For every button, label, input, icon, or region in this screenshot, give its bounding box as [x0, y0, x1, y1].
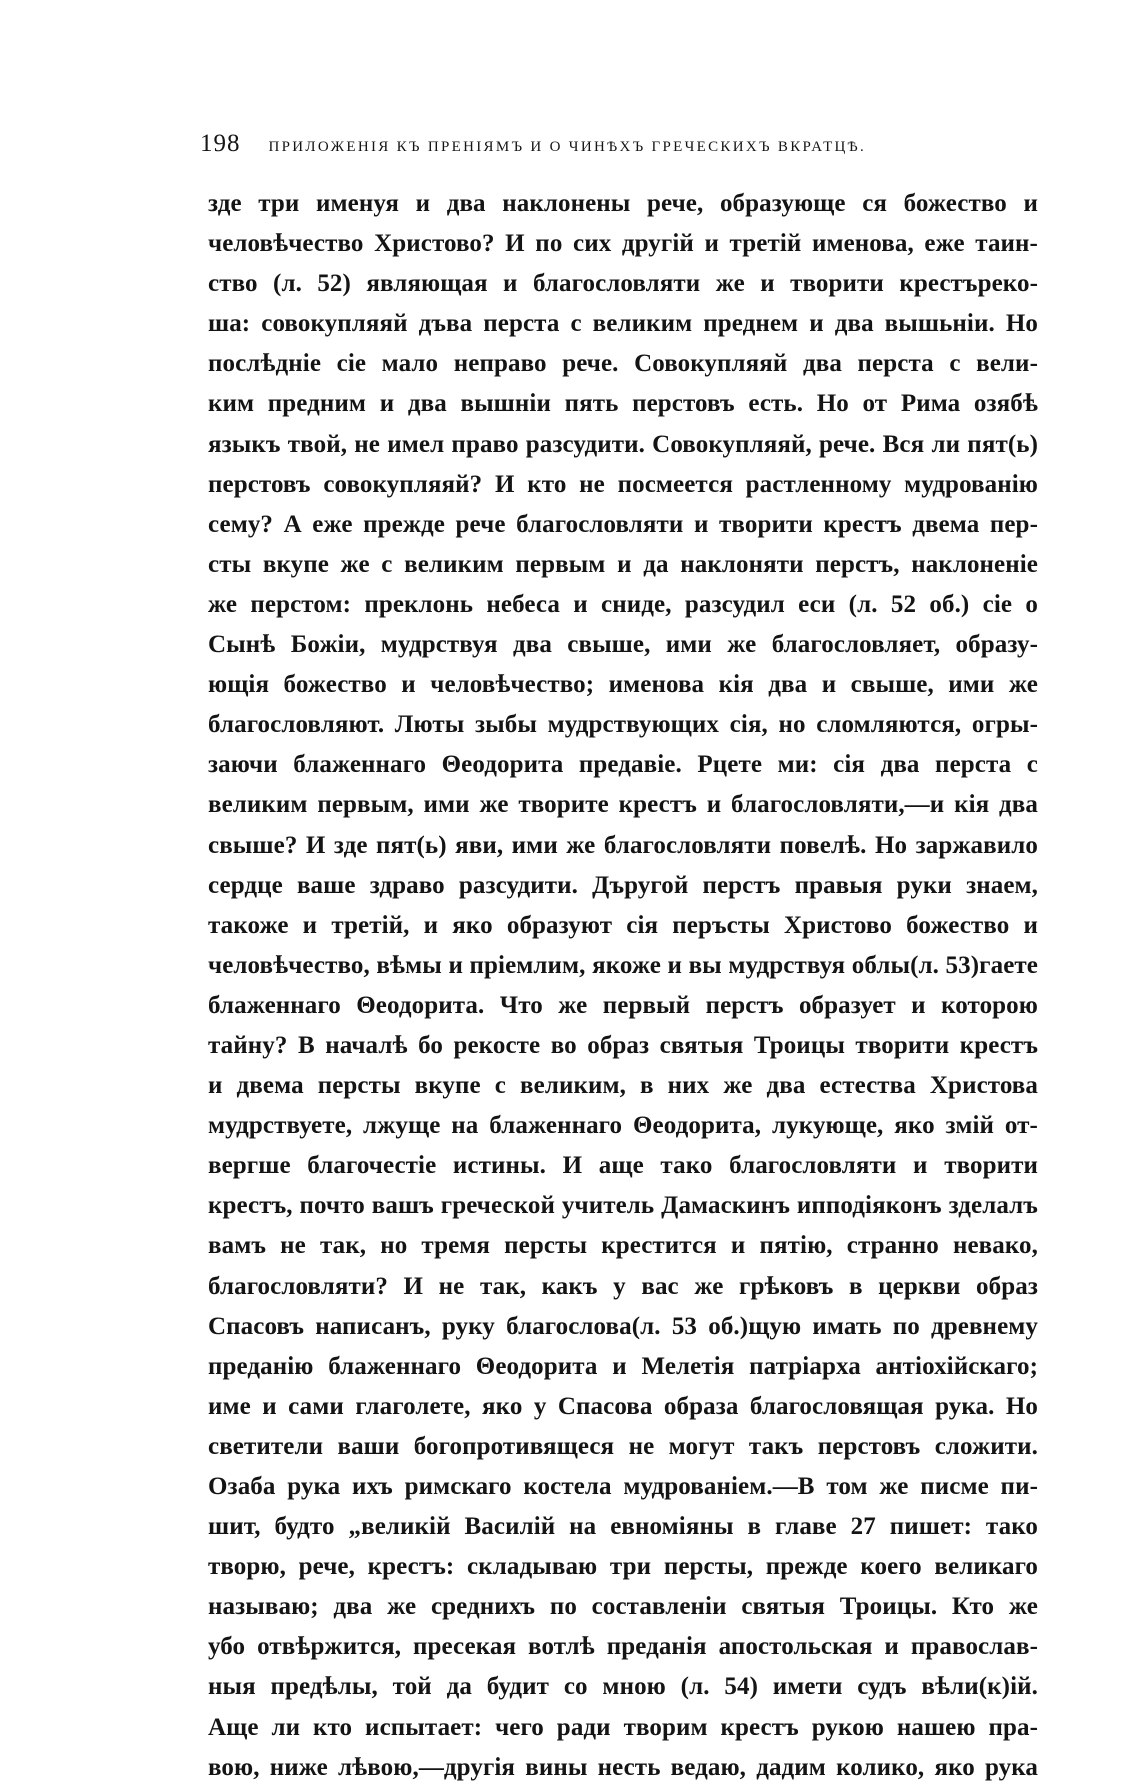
text-line: вамъ не так, но тремя персты крестится и пятію, странно невако, — [208, 1232, 1038, 1260]
text-line: тайну? В началѣ бо рекосте во образ святыя Троицы творити крестъ — [208, 1031, 1038, 1059]
text-line: зде три именуя и два наклонены рече, образующе ся божество и — [208, 190, 1038, 217]
page-header — [200, 130, 1040, 170]
text-line: ющія божество и человѣчество; именова кія два и свыше, ими же — [208, 671, 1038, 699]
text-line: блаженнаго Θеодорита. Что же первый перстъ образует и которою — [208, 991, 1038, 1019]
text-line: свыше? И зде пят(ь) яви, ими же благословляти повелѣ. Но заржавило — [208, 831, 1038, 859]
text-line: творю, рече, крестъ: складываю три персты, прежде коего великаго — [208, 1553, 1038, 1581]
text-line: вою, ниже лѣвою,—другія вины несть ведаю, дадим колико, яко рука — [208, 1753, 1038, 1781]
text-line: благословляти? И не так, какъ у вас же грѣковъ в церкви образ — [208, 1272, 1038, 1300]
text-line: Сынѣ Божіи, мудрствуя два свыше, ими же благословляет, образу- — [208, 631, 1038, 659]
text-line: перстовъ совокупляяй? И кто не посмеется растленному мудрованію — [208, 470, 1038, 498]
text-line: ким предним и два вышніи пять перстовъ есть. Но от Рима озябѣ — [208, 390, 1038, 418]
text-line: Аще ли кто испытает: чего ради творим крестъ рукою нашею пра- — [208, 1713, 1038, 1741]
text-line: человѣчество, вѣмы и пріемлим, якоже и вы мудрствуя облы(л. 53)гаете — [208, 951, 1038, 979]
text-line: вергше благочестіе истины. И аще тако благословляти и творити — [208, 1152, 1038, 1180]
text-line: шит, будто „великій Василій на евноміяны в главе 27 пишет: тако — [208, 1513, 1038, 1541]
text-line: име и сами глаголете, яко у Спасова образа благословящая рука. Но — [208, 1392, 1038, 1420]
text-line: языкъ твой, не имел право разсудити. Совокупляяй, рече. Вся ли пят(ь) — [208, 430, 1038, 458]
text-line: мудрствуете, лжуще на блаженнаго Θеодорита, лукующе, яко змій от- — [208, 1112, 1038, 1140]
text-line: сердце ваше здраво разсудити. Дъругой перстъ правыя руки знаем, — [208, 871, 1038, 899]
text-line: светители ваши богопротивящеся не могут такъ перстовъ сложити. — [208, 1432, 1038, 1460]
text-line: заючи блаженнаго Θеодорита предавіе. Рцете ми: сія два перста с — [208, 751, 1038, 779]
body-text — [208, 184, 1038, 1788]
text-line: сты вкупе же с великим первым и да наклоняти перстъ, наклоненіе — [208, 550, 1038, 578]
text-line: послѣдніе сіе мало неправо рече. Совокупляяй два перста с вели- — [208, 350, 1038, 378]
text-line: сему? А еже прежде рече благословляти и творити крестъ двема пер- — [208, 510, 1038, 538]
text-line: ша: совокупляяй дъва перста с великим преднем и два вышьніи. Но — [208, 310, 1038, 338]
text-line: Спасовъ написанъ, руку благослова(л. 53 об.)щую имать по древнему — [208, 1312, 1038, 1340]
text-line: убо отвѣржится, пресекая вотлѣ преданія апостольская и православ- — [208, 1633, 1038, 1661]
running-head: ПРИЛОЖЕНІЯ КЪ ПРЕНІЯМЪ И О ЧИНѢХЪ ГРЕЧЕСКИХЪ ВКРАТЦѢ. — [268, 139, 867, 155]
text-line: человѣчество Христово? И по сих другій и третій именова, еже таин- — [208, 230, 1038, 258]
text-line: Озаба рука ихъ римскаго костела мудрованіем.—В том же писме пи- — [208, 1473, 1038, 1500]
text-line: преданію блаженнаго Θеодорита и Мелетія патріарха антіохійскаго; — [208, 1352, 1038, 1380]
text-line: называю; два же среднихъ по составленіи святыя Троицы. Кто же — [208, 1593, 1038, 1621]
text-line: великим первым, ими же творите крестъ и благословляти,—и кія два — [208, 791, 1038, 819]
text-line: крестъ, почто вашъ греческой учитель Дамаскинъ ипподіяконъ зделалъ — [208, 1192, 1038, 1220]
text-line: ство (л. 52) являющая и благословляти же и творити крестъреко- — [208, 270, 1038, 298]
text-line: ныя предѣлы, той да будит со мною (л. 54) имети судъ вѣли(к)ій. — [208, 1673, 1038, 1701]
text-line: такоже и третій, и яко образуют сія перъсты Христово божество и — [208, 911, 1038, 939]
page-number: 198 — [200, 130, 241, 157]
text-line: благословляют. Люты зыбы мудрствующих сія, но сломляются, огры- — [208, 711, 1038, 739]
text-line: же перстом: преклонь небеса и сниде, разсудил еси (л. 52 об.) сіе о — [208, 590, 1038, 618]
text-line: и двема персты вкупе с великим, в них же два естества Христова — [208, 1072, 1038, 1100]
